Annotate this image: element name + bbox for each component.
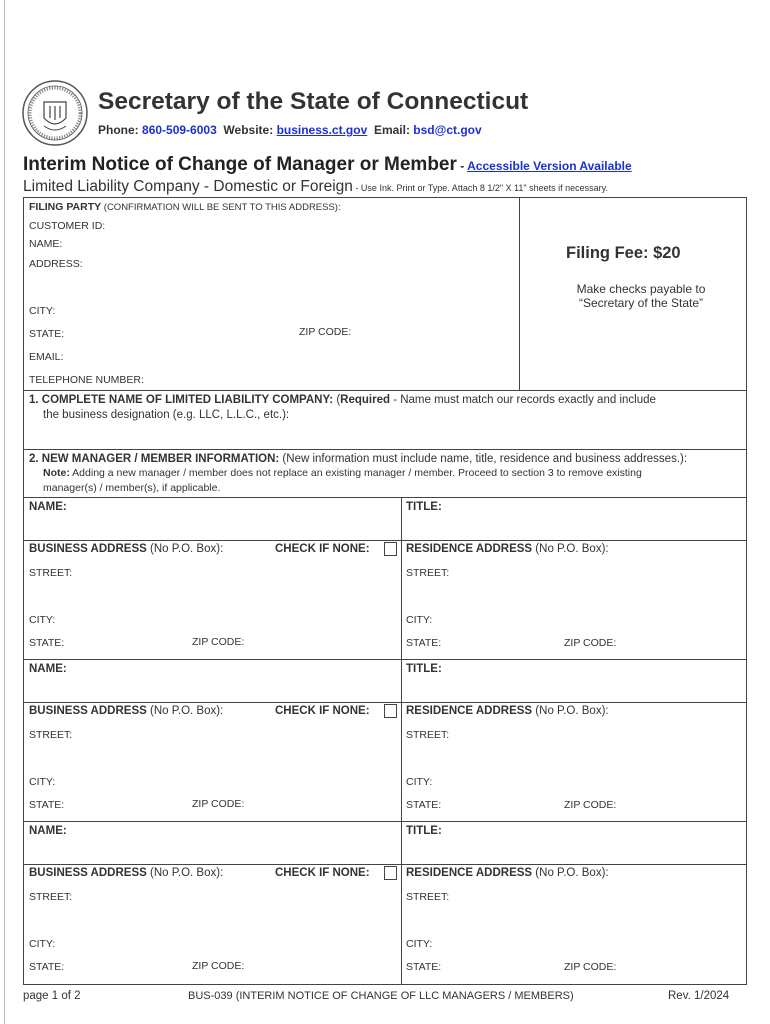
phone-number: 860-509-6003 [142,123,217,137]
manager-3-check-if-none-label: CHECK IF NONE: [275,867,370,879]
manager-3-business-address-label: BUSINESS ADDRESS (No P.O. Box): [29,867,224,879]
manager-2-residence-city-field[interactable]: CITY: [406,776,433,788]
manager-2-business-street-field[interactable]: STREET: [29,729,73,741]
manager-3-business-state-field[interactable]: STATE: [29,961,65,973]
manager-3-residence-state-field[interactable]: STATE: [406,961,442,973]
website-link[interactable]: business.ct.gov [276,123,368,137]
manager-3-divider [401,821,402,985]
filing-zip-field[interactable]: ZIP CODE: [299,326,352,338]
manager-1-name-rule [23,540,747,541]
section-2-heading: 2. NEW MANAGER / MEMBER INFORMATION: (New information must include name, title, residence and business addresses.): [29,453,688,465]
manager-1-business-street-field[interactable]: STREET: [29,567,73,579]
state-seal-icon [22,80,88,146]
manager-2-residence-street-field[interactable]: STREET: [406,729,450,741]
form-title [23,154,632,176]
accessible-version-link[interactable]: Accessible Version Available [467,159,632,173]
subtitle-note: - Use Ink. Print or Type. Attach 8 1/2" X 11" sheets if necessary. [352,183,608,193]
filing-party-heading: FILING PARTY (CONFIRMATION WILL BE SENT TO THIS ADDRESS): [29,201,341,213]
manager-3-name-rule [23,864,747,865]
manager-1-check-if-none-label: CHECK IF NONE: [275,543,370,555]
customer-id-field[interactable]: CUSTOMER ID: [29,220,106,232]
manager-1-residence-state-field[interactable]: STATE: [406,637,442,649]
email-link[interactable]: bsd@ct.gov [413,123,482,137]
filing-state-field[interactable]: STATE: [29,328,65,340]
manager-3-check-if-none-checkbox[interactable] [384,866,397,880]
manager-2-check-if-none-label: CHECK IF NONE: [275,705,370,717]
manager-1-divider [401,497,402,659]
manager-2-name-field[interactable]: NAME: [29,663,67,675]
subtitle-text: Limited Liability Company - Domestic or Foreign [23,178,353,195]
filing-city-field[interactable]: CITY: [29,305,56,317]
manager-1-residence-city-field[interactable]: CITY: [406,614,433,626]
manager-2-residence-zip-field[interactable]: ZIP CODE: [564,799,617,811]
title-dash: - [456,159,468,173]
page-edge-line [4,0,5,1024]
section-2-note-line-2: manager(s) / member(s), if applicable. [43,482,221,494]
filing-address-field[interactable]: ADDRESS: [29,258,83,270]
manager-2-check-if-none-checkbox[interactable] [384,704,397,718]
manager-3-name-field[interactable]: NAME: [29,825,67,837]
filing-party-divider [519,197,520,391]
manager-1-business-city-field[interactable]: CITY: [29,614,56,626]
manager-1-top-rule [23,497,747,498]
manager-3-business-street-field[interactable]: STREET: [29,891,73,903]
manager-2-business-address-label: BUSINESS ADDRESS (No P.O. Box): [29,705,224,717]
manager-1-business-zip-field[interactable]: ZIP CODE: [192,636,245,648]
section-1-heading: 1. COMPLETE NAME OF LIMITED LIABILITY COMPANY: (Required - Name must match our records exactly and include [29,394,656,406]
manager-1-title-field[interactable]: TITLE: [406,501,442,513]
form-title-text: Interim Notice of Change of Manager or Member [23,154,457,175]
manager-2-residence-address-label: RESIDENCE ADDRESS (No P.O. Box): [406,705,609,717]
manager-2-residence-state-field[interactable]: STATE: [406,799,442,811]
filing-telephone-field[interactable]: TELEPHONE NUMBER: [29,374,144,386]
manager-3-residence-street-field[interactable]: STREET: [406,891,450,903]
manager-1-business-address-label: BUSINESS ADDRESS (No P.O. Box): [29,543,224,555]
form-subtitle [23,178,608,196]
website-label: Website: [223,123,274,137]
manager-3-residence-address-label: RESIDENCE ADDRESS (No P.O. Box): [406,867,609,879]
checks-payable-note [566,282,716,310]
manager-3-business-city-field[interactable]: CITY: [29,938,56,950]
form-id: BUS-039 (INTERIM NOTICE OF CHANGE OF LLC MANAGERS / MEMBERS) [188,990,574,1002]
manager-1-residence-street-field[interactable]: STREET: [406,567,450,579]
section-2-note: Note: Adding a new manager / member does not replace an existing manager / member. Proceed to section 3 to remove existing [43,467,642,479]
manager-3-business-zip-field[interactable]: ZIP CODE: [192,960,245,972]
manager-2-name-rule [23,702,747,703]
manager-2-business-state-field[interactable]: STATE: [29,799,65,811]
manager-3-title-field[interactable]: TITLE: [406,825,442,837]
manager-1-residence-zip-field[interactable]: ZIP CODE: [564,637,617,649]
manager-1-residence-address-label: RESIDENCE ADDRESS (No P.O. Box): [406,543,609,555]
manager-3-residence-city-field[interactable]: CITY: [406,938,433,950]
filing-name-field[interactable]: NAME: [29,238,63,250]
manager-3-top-rule [23,821,747,822]
filing-fee: Filing Fee: $20 [566,244,681,262]
revision: Rev. 1/2024 [668,990,730,1002]
manager-2-top-rule [23,659,747,660]
page-number: page 1 of 2 [23,990,81,1002]
email-label: Email: [373,123,410,137]
agency-title: Secretary of the State of Connecticut [98,88,529,115]
manager-1-check-if-none-checkbox[interactable] [384,542,397,556]
section-1-line-2: the business designation (e.g. LLC, L.L.C., etc.): [43,409,290,421]
manager-1-business-state-field[interactable]: STATE: [29,637,65,649]
filing-email-field[interactable]: EMAIL: [29,351,64,363]
manager-1-name-field[interactable]: NAME: [29,501,67,513]
checks-line-2: “Secretary of the State” [578,296,704,310]
manager-2-divider [401,659,402,821]
manager-2-business-city-field[interactable]: CITY: [29,776,56,788]
manager-2-title-field[interactable]: TITLE: [406,663,442,675]
manager-3-residence-zip-field[interactable]: ZIP CODE: [564,961,617,973]
contact-line [98,123,482,137]
manager-2-business-zip-field[interactable]: ZIP CODE: [192,798,245,810]
checks-line-1: Make checks payable to [576,282,706,296]
phone-label: Phone: [98,123,139,137]
